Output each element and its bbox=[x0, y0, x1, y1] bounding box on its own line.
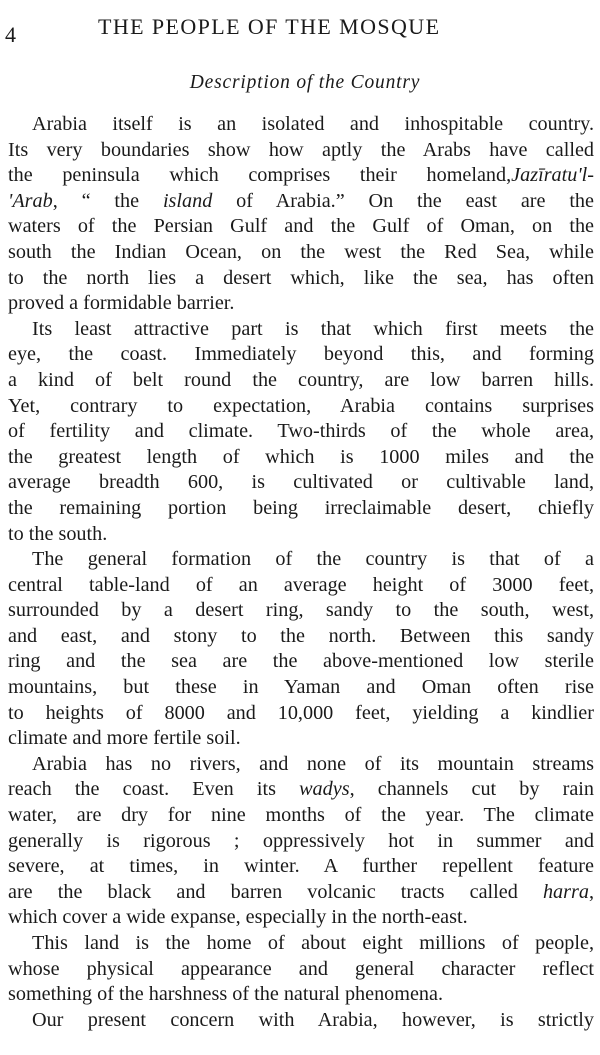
paragraph-6 bbox=[8, 1008, 594, 1034]
page-number: 4 bbox=[5, 22, 16, 47]
text-line: Yet, contrary to expectation, Arabia contains surprises bbox=[8, 394, 594, 417]
text-line: surrounded by a desert ring, sandy to the south, west, bbox=[8, 599, 594, 622]
text-line: something of the harshness of the natural phenomena. bbox=[8, 983, 444, 1006]
text-line: climate and more fertile soil. bbox=[8, 727, 241, 750]
text-line: Arabia has no rivers, and none of its mountain streams bbox=[32, 752, 594, 775]
text-line: reach the coast. Even its wadys, channels cut by rain bbox=[8, 778, 594, 801]
paragraph-5 bbox=[8, 931, 594, 1008]
text-line: Arabia itself is an isolated and inhospitable country. bbox=[32, 113, 594, 135]
text-line: the greatest length of which is 1000 miles and the bbox=[8, 445, 594, 468]
text-line: eye, the coast. Immediately beyond this, and forming bbox=[8, 343, 594, 366]
text-line: generally is rigorous ; oppressively hot in summer and bbox=[8, 829, 594, 852]
text-line: the peninsula which comprises their homeland,Jazīratu'l- bbox=[8, 164, 594, 187]
text-line: which cover a wide expanse, especially in the north-east. bbox=[8, 906, 468, 929]
text-line: This land is the home of about eight millions of people, bbox=[32, 932, 594, 954]
paragraph-3 bbox=[8, 547, 594, 752]
section-title: Description of the Country bbox=[189, 72, 421, 93]
text-line: the remaining portion being irreclaimable desert, chiefly bbox=[8, 496, 594, 519]
text-line: proved a formidable barrier. bbox=[8, 292, 235, 315]
text-line: ring and the sea are the above-mentioned low sterile bbox=[8, 650, 594, 673]
paragraph-1 bbox=[8, 112, 594, 317]
text-line: are the black and barren volcanic tracts called harra, bbox=[8, 880, 594, 903]
text-line: 'Arab, “ the island of Arabia.” On the east are the bbox=[8, 189, 594, 212]
text-line: severe, at times, in winter. A further repellent feature bbox=[8, 855, 594, 878]
text-line: water, are dry for nine months of the year. The climate bbox=[8, 804, 594, 827]
text-line: Its least attractive part is that which first meets the bbox=[32, 317, 594, 340]
text-line: to heights of 8000 and 10,000 feet, yielding a kindlier bbox=[8, 701, 594, 724]
text-line: to the north lies a desert which, like the sea, has often bbox=[8, 266, 594, 289]
text-line: south the Indian Ocean, on the west the Red Sea, while bbox=[8, 240, 594, 263]
text-line: and east, and stony to the north. Between this sandy bbox=[8, 624, 594, 647]
text-line: whose physical appearance and general character reflect bbox=[8, 957, 594, 980]
text-line: mountains, but these in Yaman and Oman often rise bbox=[8, 676, 594, 699]
text-line: to the south. bbox=[8, 522, 108, 545]
text-line: central table-land of an average height of 3000 feet, bbox=[8, 573, 594, 596]
text-line: a kind of belt round the country, are low barren hills. bbox=[8, 368, 594, 391]
text-line: The general formation of the country is that of a bbox=[32, 548, 594, 571]
text-line: Its very boundaries show how aptly the Arabs have called bbox=[8, 138, 594, 161]
paragraph-4 bbox=[8, 752, 594, 931]
running-title: THE PEOPLE OF THE MOSQUE bbox=[98, 14, 441, 39]
text-line: of fertility and climate. Two-thirds of the whole area, bbox=[8, 420, 594, 443]
paragraph-2 bbox=[8, 317, 594, 547]
body-text bbox=[8, 112, 594, 1033]
text-line: waters of the Persian Gulf and the Gulf of Oman, on the bbox=[8, 215, 594, 238]
text-line: average breadth 600, is cultivated or cultivable land, bbox=[8, 471, 594, 494]
text-line: Our present concern with Arabia, however, is strictly bbox=[32, 1008, 594, 1031]
